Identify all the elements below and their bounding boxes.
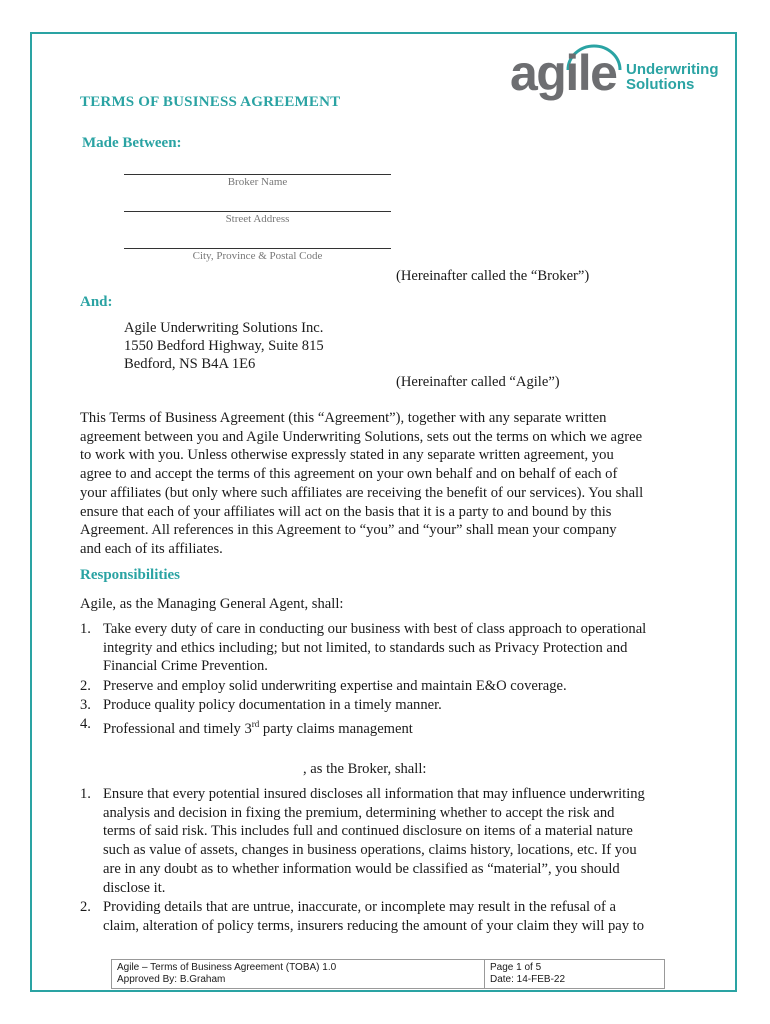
- intro-line: ensure that each of your affiliates will act on the basis that it is a party to and bound by this: [80, 503, 612, 520]
- intro-paragraph: [80, 409, 643, 559]
- agile-address-line2: 1550 Bedford Highway, Suite 815: [124, 338, 324, 354]
- responsibilities-heading: Responsibilities: [80, 567, 181, 583]
- footer-doc: Agile – Terms of Business Agreement (TOBA) 1.0: [117, 962, 337, 973]
- made-between-heading: Made Between:: [82, 135, 182, 151]
- city-line: [124, 248, 391, 249]
- page-title: TERMS OF BUSINESS AGREEMENT: [80, 94, 341, 110]
- intro-line: This Terms of Business Agreement (this “Agreement”), together with any separate written: [80, 410, 607, 426]
- broker-name-caption: Broker Name: [227, 176, 288, 188]
- street-address-caption: Street Address: [225, 213, 290, 225]
- footer-approved: Approved By: B.Graham: [117, 974, 226, 985]
- intro-line: to work with you. Unless otherwise expressly stated in any separate written agreement, you: [80, 447, 614, 464]
- agile-logo: [510, 40, 720, 100]
- page-footer: [111, 959, 665, 989]
- intro-line: agree to and accept the terms of this agreement on your own behalf and on behalf of each of: [80, 466, 618, 483]
- footer-page: Page 1 of 5: [490, 962, 542, 973]
- agile-called: (Hereinafter called “Agile”): [396, 374, 560, 390]
- intro-line: Agreement. All references in this Agreement to “you” and “your” shall mean your company: [80, 522, 617, 539]
- agile-address-line3: Bedford, NS B4A 1E6: [124, 356, 256, 372]
- footer-divider: [484, 960, 485, 988]
- logo-word: agile: [510, 45, 617, 101]
- broker-called: (Hereinafter called the “Broker”): [396, 268, 590, 284]
- broker-shall: , as the Broker, shall:: [303, 761, 427, 777]
- agile-shall: Agile, as the Managing General Agent, shall:: [80, 596, 344, 612]
- intro-line: and each of its affiliates.: [80, 540, 223, 557]
- and-heading: And:: [80, 294, 113, 310]
- logo-line2: Solutions: [626, 76, 695, 93]
- intro-line: agreement between you and Agile Underwriting Solutions, sets out the terms on which we agree: [80, 428, 643, 445]
- logo-line1: Underwriting: [626, 61, 719, 78]
- agile-address-line1: Agile Underwriting Solutions Inc.: [124, 320, 324, 336]
- street-address-line: [124, 211, 391, 212]
- city-caption: City, Province & Postal Code: [192, 250, 323, 262]
- footer-date: Date: 14-FEB-22: [490, 974, 566, 985]
- intro-line: your affiliates (but only where such affiliates are receiving the benefit of our services). You shall: [80, 484, 644, 501]
- broker-name-line: [124, 174, 391, 175]
